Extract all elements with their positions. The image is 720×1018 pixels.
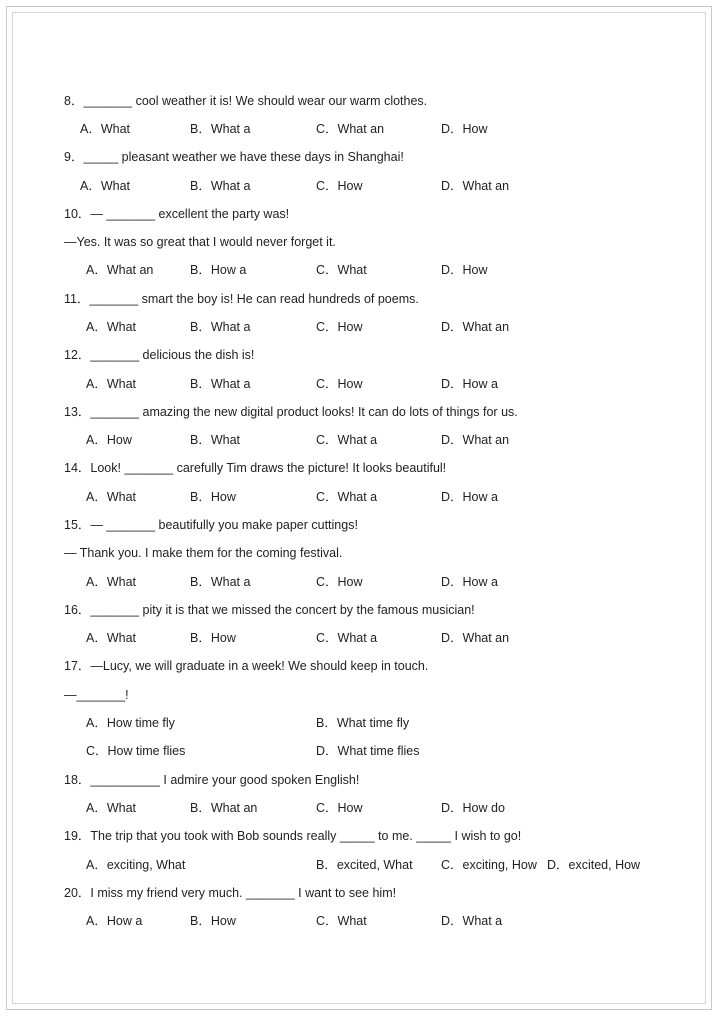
question-17-options-row2 bbox=[80, 741, 680, 761]
option[interactable]: D．How bbox=[441, 122, 488, 136]
option[interactable]: D．What a bbox=[441, 914, 503, 928]
question-14-stem: 14．Look! _______ carefully Tim draws the picture! It looks beautiful! bbox=[64, 461, 447, 475]
option[interactable]: B．How bbox=[190, 631, 236, 645]
option[interactable]: B．What a bbox=[190, 377, 251, 391]
question-15-reply: — Thank you. I make them for the coming festival. bbox=[64, 546, 343, 560]
option[interactable]: C．exciting, How bbox=[441, 858, 537, 872]
option[interactable]: A．What bbox=[80, 179, 131, 193]
option[interactable]: A．What bbox=[86, 575, 137, 589]
question-18-stem: 18．__________ I admire your good spoken English! bbox=[64, 773, 360, 787]
option[interactable]: D．What an bbox=[441, 179, 510, 193]
question-17-reply: —_______! bbox=[64, 688, 129, 702]
option[interactable]: A．What bbox=[86, 490, 137, 504]
option[interactable]: A．What bbox=[80, 122, 131, 136]
option[interactable]: C．How time flies bbox=[86, 744, 186, 758]
question-14-options bbox=[80, 487, 680, 507]
option[interactable]: D．What an bbox=[441, 631, 510, 645]
question-19-stem: 19．The trip that you took with Bob sounds really _____ to me. _____ I wish to go! bbox=[64, 829, 522, 843]
question-13-stem: 13．_______ amazing the new digital product looks! It can do lots of things for us. bbox=[64, 405, 518, 419]
option[interactable]: B．How bbox=[190, 914, 236, 928]
option[interactable]: B．What a bbox=[190, 179, 251, 193]
option[interactable]: C．How bbox=[316, 179, 363, 193]
option[interactable]: D．How bbox=[441, 263, 488, 277]
question-17-stem: 17．—Lucy, we will graduate in a week! We should keep in touch. bbox=[64, 659, 429, 673]
option[interactable]: B．What a bbox=[190, 575, 251, 589]
option[interactable]: C．What a bbox=[316, 631, 378, 645]
option[interactable]: C．How bbox=[316, 575, 363, 589]
question-15-options bbox=[80, 572, 680, 592]
option[interactable]: A．What an bbox=[86, 263, 154, 277]
option[interactable]: C．How bbox=[316, 377, 363, 391]
option[interactable]: B．excited, What bbox=[316, 858, 413, 872]
option[interactable]: C．How bbox=[316, 801, 363, 815]
question-18-options bbox=[80, 798, 680, 818]
question-12-options bbox=[80, 374, 680, 394]
option[interactable]: B．How bbox=[190, 490, 236, 504]
option[interactable]: C．What a bbox=[316, 490, 378, 504]
option[interactable]: B．What an bbox=[190, 801, 258, 815]
option[interactable]: A．How bbox=[86, 433, 132, 447]
option[interactable]: D．excited, How bbox=[547, 858, 641, 872]
option[interactable]: B．How a bbox=[190, 263, 247, 277]
question-20-options bbox=[80, 911, 680, 931]
option[interactable]: C．What bbox=[316, 914, 367, 928]
question-17-options-row1 bbox=[80, 713, 680, 733]
question-15-stem: 15．— _______ beautifully you make paper cuttings! bbox=[64, 518, 358, 532]
option[interactable]: B．What a bbox=[190, 320, 251, 334]
option[interactable]: C．How bbox=[316, 320, 363, 334]
question-10-options bbox=[80, 260, 680, 280]
option[interactable]: A．How a bbox=[86, 914, 143, 928]
option[interactable]: A．What bbox=[86, 377, 137, 391]
question-16-options bbox=[80, 628, 680, 648]
option[interactable]: B．What bbox=[190, 433, 241, 447]
question-19-options bbox=[80, 855, 680, 875]
question-8-options bbox=[80, 119, 680, 139]
option[interactable]: A．What bbox=[86, 631, 137, 645]
option[interactable]: D．How a bbox=[441, 377, 498, 391]
question-12-stem: 12．_______ delicious the dish is! bbox=[64, 348, 255, 362]
question-10-stem: 10．— _______ excellent the party was! bbox=[64, 207, 290, 221]
option[interactable]: D．How a bbox=[441, 575, 498, 589]
option[interactable]: B．What a bbox=[190, 122, 251, 136]
question-9-stem: 9．_____ pleasant weather we have these days in Shanghai! bbox=[64, 150, 404, 164]
option[interactable]: A．What bbox=[86, 801, 137, 815]
question-11-stem: 11．_______ smart the boy is! He can read hundreds of poems. bbox=[64, 292, 419, 306]
option[interactable]: C．What an bbox=[316, 122, 385, 136]
question-10-reply: —Yes. It was so great that I would never forget it. bbox=[64, 235, 336, 249]
option[interactable]: D．What time flies bbox=[316, 744, 420, 758]
option[interactable]: C．What bbox=[316, 263, 367, 277]
question-9-options bbox=[80, 176, 680, 196]
option[interactable]: D．How a bbox=[441, 490, 498, 504]
question-16-stem: 16．_______ pity it is that we missed the concert by the famous musician! bbox=[64, 603, 475, 617]
option[interactable]: D．How do bbox=[441, 801, 505, 815]
question-11-options bbox=[80, 317, 680, 337]
option[interactable]: D．What an bbox=[441, 433, 510, 447]
question-8-stem: 8．_______ cool weather it is! We should wear our warm clothes. bbox=[64, 94, 428, 108]
question-13-options bbox=[80, 430, 680, 450]
option[interactable]: C．What a bbox=[316, 433, 378, 447]
option[interactable]: B．What time fly bbox=[316, 716, 410, 730]
option[interactable]: A．exciting, What bbox=[86, 858, 186, 872]
option[interactable]: A．What bbox=[86, 320, 137, 334]
option[interactable]: D．What an bbox=[441, 320, 510, 334]
option[interactable]: A．How time fly bbox=[86, 716, 175, 730]
question-20-stem: 20．I miss my friend very much. _______ I want to see him! bbox=[64, 886, 397, 900]
